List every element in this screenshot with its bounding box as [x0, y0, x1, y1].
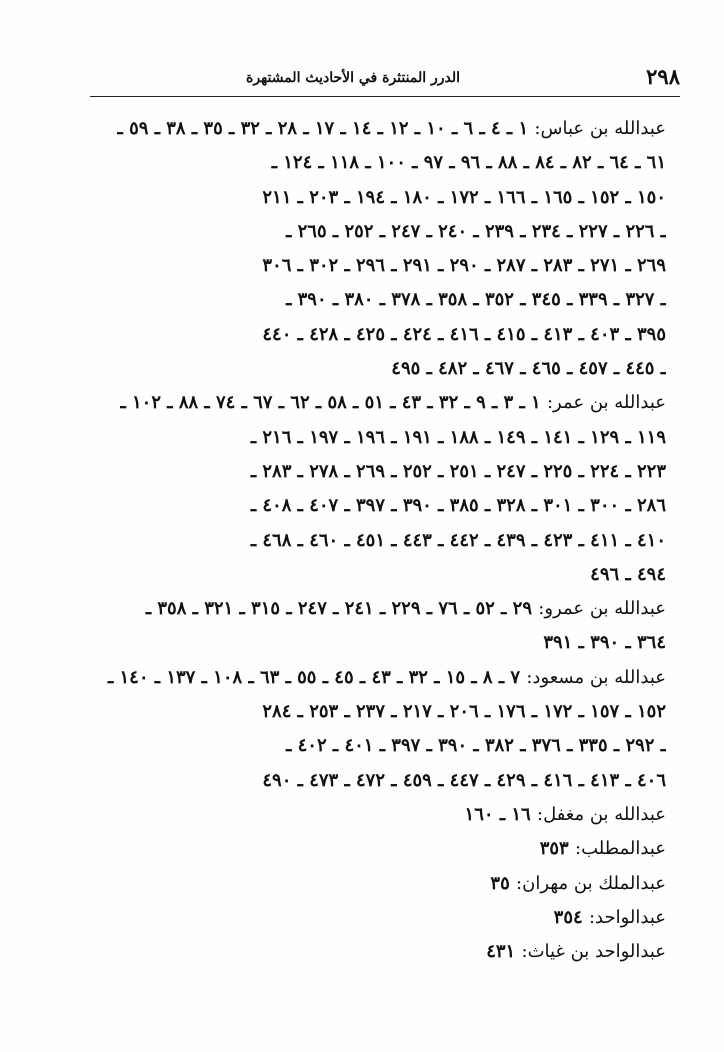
entry-name: عبدالمطلب:: [575, 838, 666, 860]
entry-refs: ٤٣١: [486, 941, 516, 963]
index-line: ـ ٢٢٦ ـ ٢٢٧ ـ ٢٣٤ ـ ٢٣٩ ـ ٢٤٠ ـ ٢٤٧ ـ ٢٥٢ ـ ٢٦٥ ـ: [286, 220, 666, 242]
index-line: ـ ٤٤٥ ـ ٤٥٧ ـ ٤٦٥ ـ ٤٦٧ ـ ٤٨٢ ـ ٤٩٥: [391, 358, 666, 380]
entry-name: عبدالله بن عمر:: [546, 392, 666, 414]
index-line: [86, 798, 666, 832]
entry-refs: ٢٩ ـ ٥٢ ـ ٧٦ ـ ٢٢٩ ـ ٢٤١ ـ ٢٤٧ ـ ٣١٥ ـ ٣٢١ ـ ٣٥٨ ـ: [145, 598, 532, 620]
index-line: ـ ٢٩٢ ـ ٣٣٥ ـ ٣٧٦ ـ ٣٨٢ ـ ٣٩٠ ـ ٣٩٧ ـ ٤٠١ ـ ٤٠٢ ـ: [286, 735, 666, 757]
entry-refs: ١ ـ ٤ ـ ٦ ـ ١٠ ـ ١٢ ـ ١٤ ـ ١٧ ـ ٢٨ ـ ٣٢ ـ ٣٥ ـ ٣٨ ـ ٥٩ ـ: [117, 118, 529, 139]
running-title: الدرر المنتثرة في الأحاديث المشتهرة: [245, 70, 460, 86]
index-line: ٣٩٥ ـ ٤٠٣ ـ ٤١٣ ـ ٤١٥ ـ ٤١٦ ـ ٤٢٤ ـ ٤٢٥ ـ ٤٢٨ ـ ٤٤٠: [262, 323, 666, 345]
name-index: [86, 112, 666, 969]
entry-name: عبدالله بن مغفل:: [537, 803, 666, 825]
index-line: [86, 661, 666, 695]
index-line: [86, 592, 666, 626]
index-line: ٦١ ـ ٦٤ ـ ٨٢ ـ ٨٤ ـ ٨٨ ـ ٩٦ ـ ٩٧ ـ ١٠٠ ـ ١١٨ ـ ١٢٤ ـ: [271, 152, 666, 174]
entry-refs: ١٦ ـ ١٦٠: [464, 803, 531, 825]
entry-refs: ٣٥٤: [553, 906, 583, 928]
header-divider: [90, 96, 680, 97]
index-line: ٢٦٩ ـ ٢٧١ ـ ٢٨٣ ـ ٢٨٧ ـ ٢٩٠ ـ ٢٩١ ـ ٢٩٦ ـ ٣٠٢ ـ ٣٠٦: [262, 255, 666, 277]
index-line: ١٥٢ ـ ١٥٧ ـ ١٧٢ ـ ١٧٦ ـ ٢٠٦ ـ ٢١٧ ـ ٢٣٧ ـ ٢٥٣ ـ ٢٨٤: [262, 701, 666, 723]
entry-name: عبدالواحد بن غياث:: [521, 941, 666, 963]
index-line: ١٥٠ ـ ١٥٢ ـ ١٦٥ ـ ١٦٦ ـ ١٧٢ ـ ١٨٠ ـ ١٩٤ ـ ٢٠٣ ـ ٢١١: [262, 186, 666, 208]
entry-name: عبدالواحد:: [588, 906, 666, 928]
entry-refs: ٧ ـ ٨ ـ ١٥ ـ ٣٢ ـ ٤٣ ـ ٤٥ ـ ٥٥ ـ ٦٣ ـ ١٠٨ ـ ١٣٧ ـ ١٤٠ ـ: [107, 666, 521, 688]
index-line: ٣٦٤ ـ ٣٩٠ ـ ٣٩١: [543, 632, 666, 654]
index-line: ٢٢٣ ـ ٢٢٤ ـ ٢٢٥ ـ ٢٤٧ ـ ٢٥١ ـ ٢٥٢ ـ ٢٦٩ ـ ٢٧٨ ـ ٢٨٣ ـ: [250, 460, 666, 482]
entry-refs: ٣٥٣: [539, 838, 569, 860]
index-line: ١١٩ ـ ١٢٩ ـ ١٤١ ـ ١٤٩ ـ ١٨٨ ـ ١٩١ ـ ١٩٦ ـ ١٩٧ ـ ٢١٦ ـ: [250, 426, 666, 448]
index-line: ٤٩٤ ـ ٤٩٦: [590, 563, 666, 585]
index-line: [86, 935, 666, 969]
entry-name: عبدالله بن عمرو:: [538, 598, 666, 620]
entry-name: عبدالملك بن مهران:: [516, 872, 666, 894]
index-line: ٢٨٦ ـ ٣٠٠ ـ ٣٠١ ـ ٣٢٨ ـ ٣٨٥ ـ ٣٩٠ ـ ٣٩٧ ـ ٤٠٧ ـ ٤٠٨ ـ: [250, 495, 666, 517]
index-line: ٤١٠ ـ ٤١١ ـ ٤٢٣ ـ ٤٣٩ ـ ٤٤٢ ـ ٤٤٣ ـ ٤٥١ ـ ٤٦٠ ـ ٤٦٨ ـ: [250, 529, 666, 551]
index-line: [86, 386, 666, 420]
entry-refs: ٣٥: [490, 872, 510, 894]
index-line: [86, 832, 666, 866]
page-header: [90, 64, 680, 94]
entry-name: عبدالله بن عباس:: [534, 118, 666, 139]
index-line: [86, 867, 666, 901]
entry-refs: ١ ـ ٣ ـ ٩ ـ ٣٢ ـ ٤٣ ـ ٥١ ـ ٥٨ ـ ٦٢ ـ ٦٧ ـ ٧٤ ـ ٨٨ ـ ١٠٢ ـ: [120, 392, 541, 414]
index-line: [86, 901, 666, 935]
entry-name: عبدالله بن مسعود:: [526, 666, 666, 688]
index-line: ـ ٣٢٧ ـ ٣٣٩ ـ ٣٤٥ ـ ٣٥٢ ـ ٣٥٨ ـ ٣٧٨ ـ ٣٨٠ ـ ٣٩٠ ـ: [286, 289, 666, 311]
page-number: ٢٩٨: [646, 64, 680, 89]
index-line: [86, 112, 666, 146]
index-line: ٤٠٦ ـ ٤١٣ ـ ٤١٦ ـ ٤٢٩ ـ ٤٤٧ ـ ٤٥٩ ـ ٤٧٢ ـ ٤٧٣ ـ ٤٩٠: [262, 769, 666, 791]
